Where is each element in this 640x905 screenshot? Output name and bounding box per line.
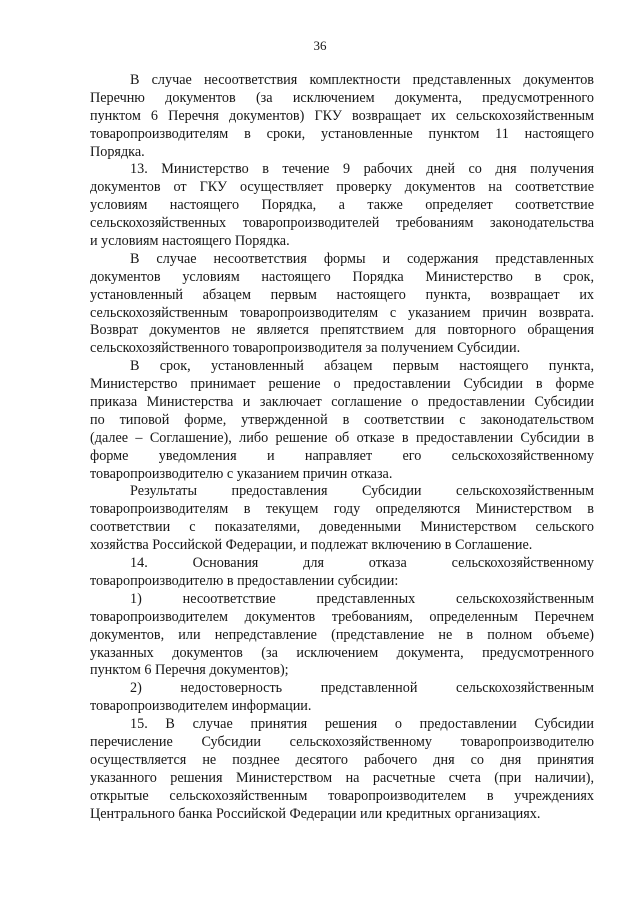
text-line: сельскохозяйственного товаропроизводителя за получением Субсидии. <box>90 340 521 357</box>
text-line: документов от ГКУ осуществляет проверку документов на соответствие <box>90 179 594 196</box>
text-line: Перечню документов (за исключением документа, предусмотренного <box>90 89 594 106</box>
text-line: сельскохозяйственных товаропроизводителей требованиям законодательства <box>90 215 594 232</box>
text-line: документов условиям настоящего Порядка Министерство в срок, <box>90 268 594 285</box>
text-line: Центрального банка Российской Федерации или кредитных организациях. <box>90 805 541 822</box>
text-line: условиям настоящего Порядка, а также определяет соответствие <box>90 197 594 214</box>
text-line: пунктом 6 Перечня документов) ГКУ возвращает их сельскохозяйственным <box>90 107 594 124</box>
text-line: Возврат документов не является препятствием для повторного обращения <box>90 322 594 339</box>
text-line: сельскохозяйственным товаропроизводителям с указанием причин возврата. <box>90 304 594 321</box>
text-line: 2) недостоверность представленной сельскохозяйственным <box>130 680 594 697</box>
page-number: 36 <box>313 38 327 53</box>
text-line: (далее – Соглашение), либо решение об отказе в предоставлении Субсидии в <box>90 429 594 446</box>
text-line: Порядка. <box>90 143 145 160</box>
text-line: осуществляется не позднее десятого рабочего дня со дня принятия <box>90 751 594 768</box>
text-line: товаропроизводителю с указанием причин отказа. <box>90 465 393 482</box>
text-line: указанного решения Министерством на расчетные счета (при наличии), <box>90 769 594 786</box>
text-line: В срок, установленный абзацем первым настоящего пункта, <box>130 358 594 375</box>
text-line: В случае несоответствия формы и содержания представленных <box>130 250 594 267</box>
text-line: товаропроизводителю в предоставлении субсидии: <box>90 572 399 589</box>
document-body <box>90 72 594 823</box>
text-line: 15. В случае принятия решения о предоставлении Субсидии <box>130 716 594 733</box>
text-line: открытые сельскохозяйственным товаропроизводителем в учреждениях <box>90 787 594 804</box>
text-line: Результаты предоставления Субсидии сельскохозяйственным <box>130 483 594 500</box>
text-line: товаропроизводителям в сроки, установленные пунктом 11 настоящего <box>90 125 594 142</box>
text-line: установленный абзацем первым настоящего пункта, возвращает их <box>90 286 594 303</box>
text-line: соответствии с показателями, доведенными Министерством сельского <box>90 519 594 536</box>
text-line: пунктом 6 Перечня документов); <box>90 662 289 679</box>
text-line: указанных документов (за исключением документа, предусмотренного <box>90 644 594 661</box>
text-line: товаропроизводителям в текущем году определяются Министерством в <box>90 501 594 518</box>
text-line: форме уведомления и направляет его сельскохозяйственному <box>90 447 594 464</box>
text-line: по типовой форме, утвержденной в соответствии с законодательством <box>90 411 594 428</box>
text-line: 1) несоответствие представленных сельскохозяйственным <box>130 590 594 607</box>
text-line: товаропроизводителем документов требованиям, определенным Перечнем <box>90 608 594 625</box>
text-line: В случае несоответствия комплектности представленных документов <box>130 72 594 88</box>
text-line: товаропроизводителем информации. <box>90 698 312 715</box>
text-line: Министерство принимает решение о предоставлении Субсидии в форме <box>90 376 594 393</box>
text-line: 13. Министерство в течение 9 рабочих дней со дня получения <box>130 161 594 178</box>
text-line: перечисление Субсидии сельскохозяйственному товаропроизводителю <box>90 733 594 750</box>
text-line: документов, или непредставление (представление не в полном объеме) <box>90 626 594 643</box>
text-line: 14. Основания для отказа сельскохозяйственному <box>130 555 594 572</box>
text-line: хозяйства Российской Федерации, и подлежат включению в Соглашение. <box>90 537 533 554</box>
text-line: и условиям настоящего Порядка. <box>90 233 290 250</box>
text-line: приказа Министерства и заключает соглашение о предоставлении Субсидии <box>90 394 594 411</box>
